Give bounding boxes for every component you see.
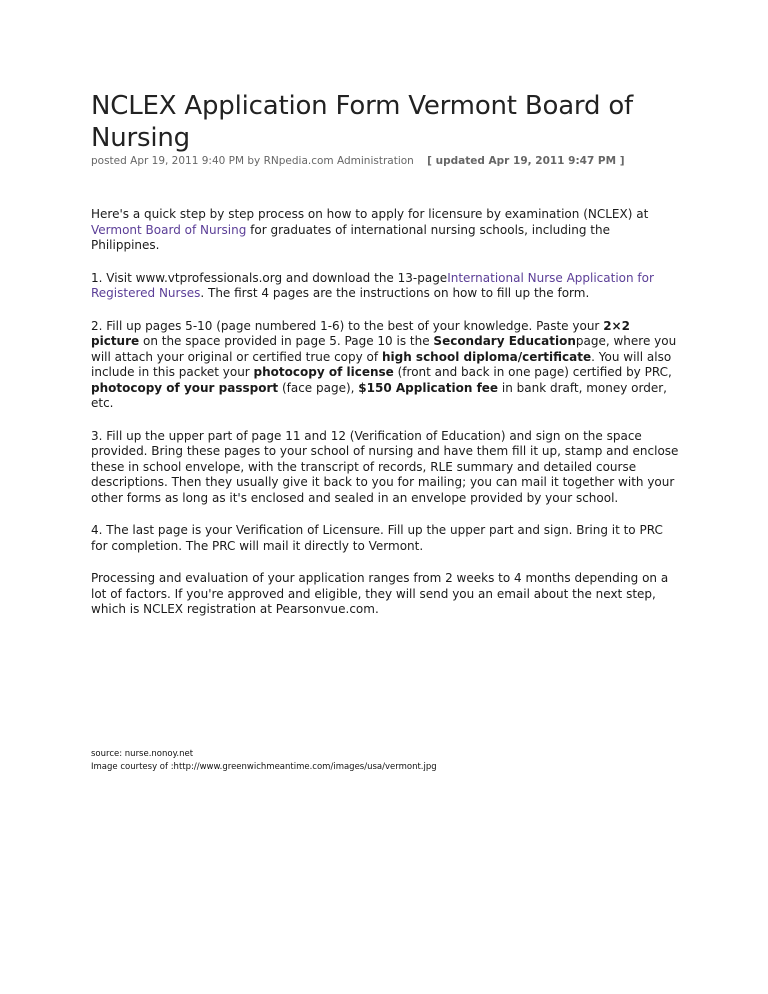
posted-info: posted Apr 19, 2011 9:40 PM by RNpedia.com Administration — [91, 155, 414, 167]
updated-info: [ updated Apr 19, 2011 9:47 PM ] — [427, 155, 625, 167]
step-2-bold-passport: photocopy of your passport — [91, 380, 279, 395]
vermont-board-link[interactable]: Vermont Board of Nursing — [91, 222, 247, 237]
intro-paragraph — [91, 207, 681, 254]
application-link[interactable]: International Nurse Application for Registered Nurses — [91, 270, 654, 300]
article-body — [91, 207, 681, 618]
intro-text-1: Here's a quick step by step process on how to apply for licensure by examination (NCLEX) at — [91, 207, 649, 221]
step-2-bold-picture: 2×2 picture — [91, 318, 630, 348]
step-2-bold-fee: $150 Application fee — [358, 380, 499, 395]
step-2-text-1: 2. Fill up pages 5-10 (page numbered 1-6) to the best of your knowledge. Paste your — [91, 318, 604, 333]
step-2-text-6: (face page), — [278, 380, 359, 395]
step-2-text-7: in bank draft, money order, etc. — [91, 380, 667, 410]
page-title: NCLEX Application Form Vermont Board of Nursing — [91, 91, 633, 153]
step-2-bold-diploma: high school diploma/certificate — [381, 349, 592, 364]
step-2-bold-license: photocopy of license — [253, 365, 394, 379]
step-2-text-5: (front and back in one page) certified by PRC, — [393, 365, 672, 379]
image-courtesy-line: Image courtesy of :http://www.greenwichmeantime.com/images/usa/vermont.jpg — [91, 762, 437, 772]
step-1-text-2: . The first 4 pages are the instructions on how to fill up the form. — [200, 286, 590, 300]
step-2-text-2: on the space provided in page 5. Page 10 is the — [139, 334, 434, 348]
step-3-paragraph: 3. Fill up the upper part of page 11 and 12 (Verification of Education) and sign on the space provided. Bring these pages to your school of nursing and have them fill it up, stamp and enclose these in school envelope, with the transcript of records, RLE summary and detailed course descriptions. Then they usually give it back to you for mailing; you can mail it together with your other forms as long as it's enclosed and sealed in an envelope provided by your school. — [91, 428, 679, 505]
step-1-text-1: 1. Visit www.vtprofessionals.org and download the 13-page — [91, 270, 448, 285]
footer — [91, 748, 437, 774]
post-meta — [91, 155, 681, 167]
step-2-paragraph — [91, 319, 681, 412]
article — [91, 90, 681, 635]
intro-text-2: for graduates of international nursing schools, including the Philippines. — [91, 222, 610, 252]
source-line: source: nurse.nonoy.net — [91, 749, 194, 759]
step-1-paragraph — [91, 271, 681, 302]
step-2-bold-secondary: Secondary Education — [433, 334, 576, 348]
processing-paragraph: Processing and evaluation of your application ranges from 2 weeks to 4 months depending on a lot of factors. If you're approved and eligible, they will send you an email about the next step, which is NCLEX registration at Pearsonvue.com. — [91, 571, 669, 616]
step-4-paragraph: 4. The last page is your Verification of Licensure. Fill up the upper part and sign. Bring it to PRC for completion. The PRC will mail it directly to Vermont. — [91, 523, 663, 553]
step-2-text-3: page, where you will attach your original or certified true copy of — [91, 334, 677, 364]
step-2-text-4: . You will also include in this packet your — [91, 349, 672, 379]
